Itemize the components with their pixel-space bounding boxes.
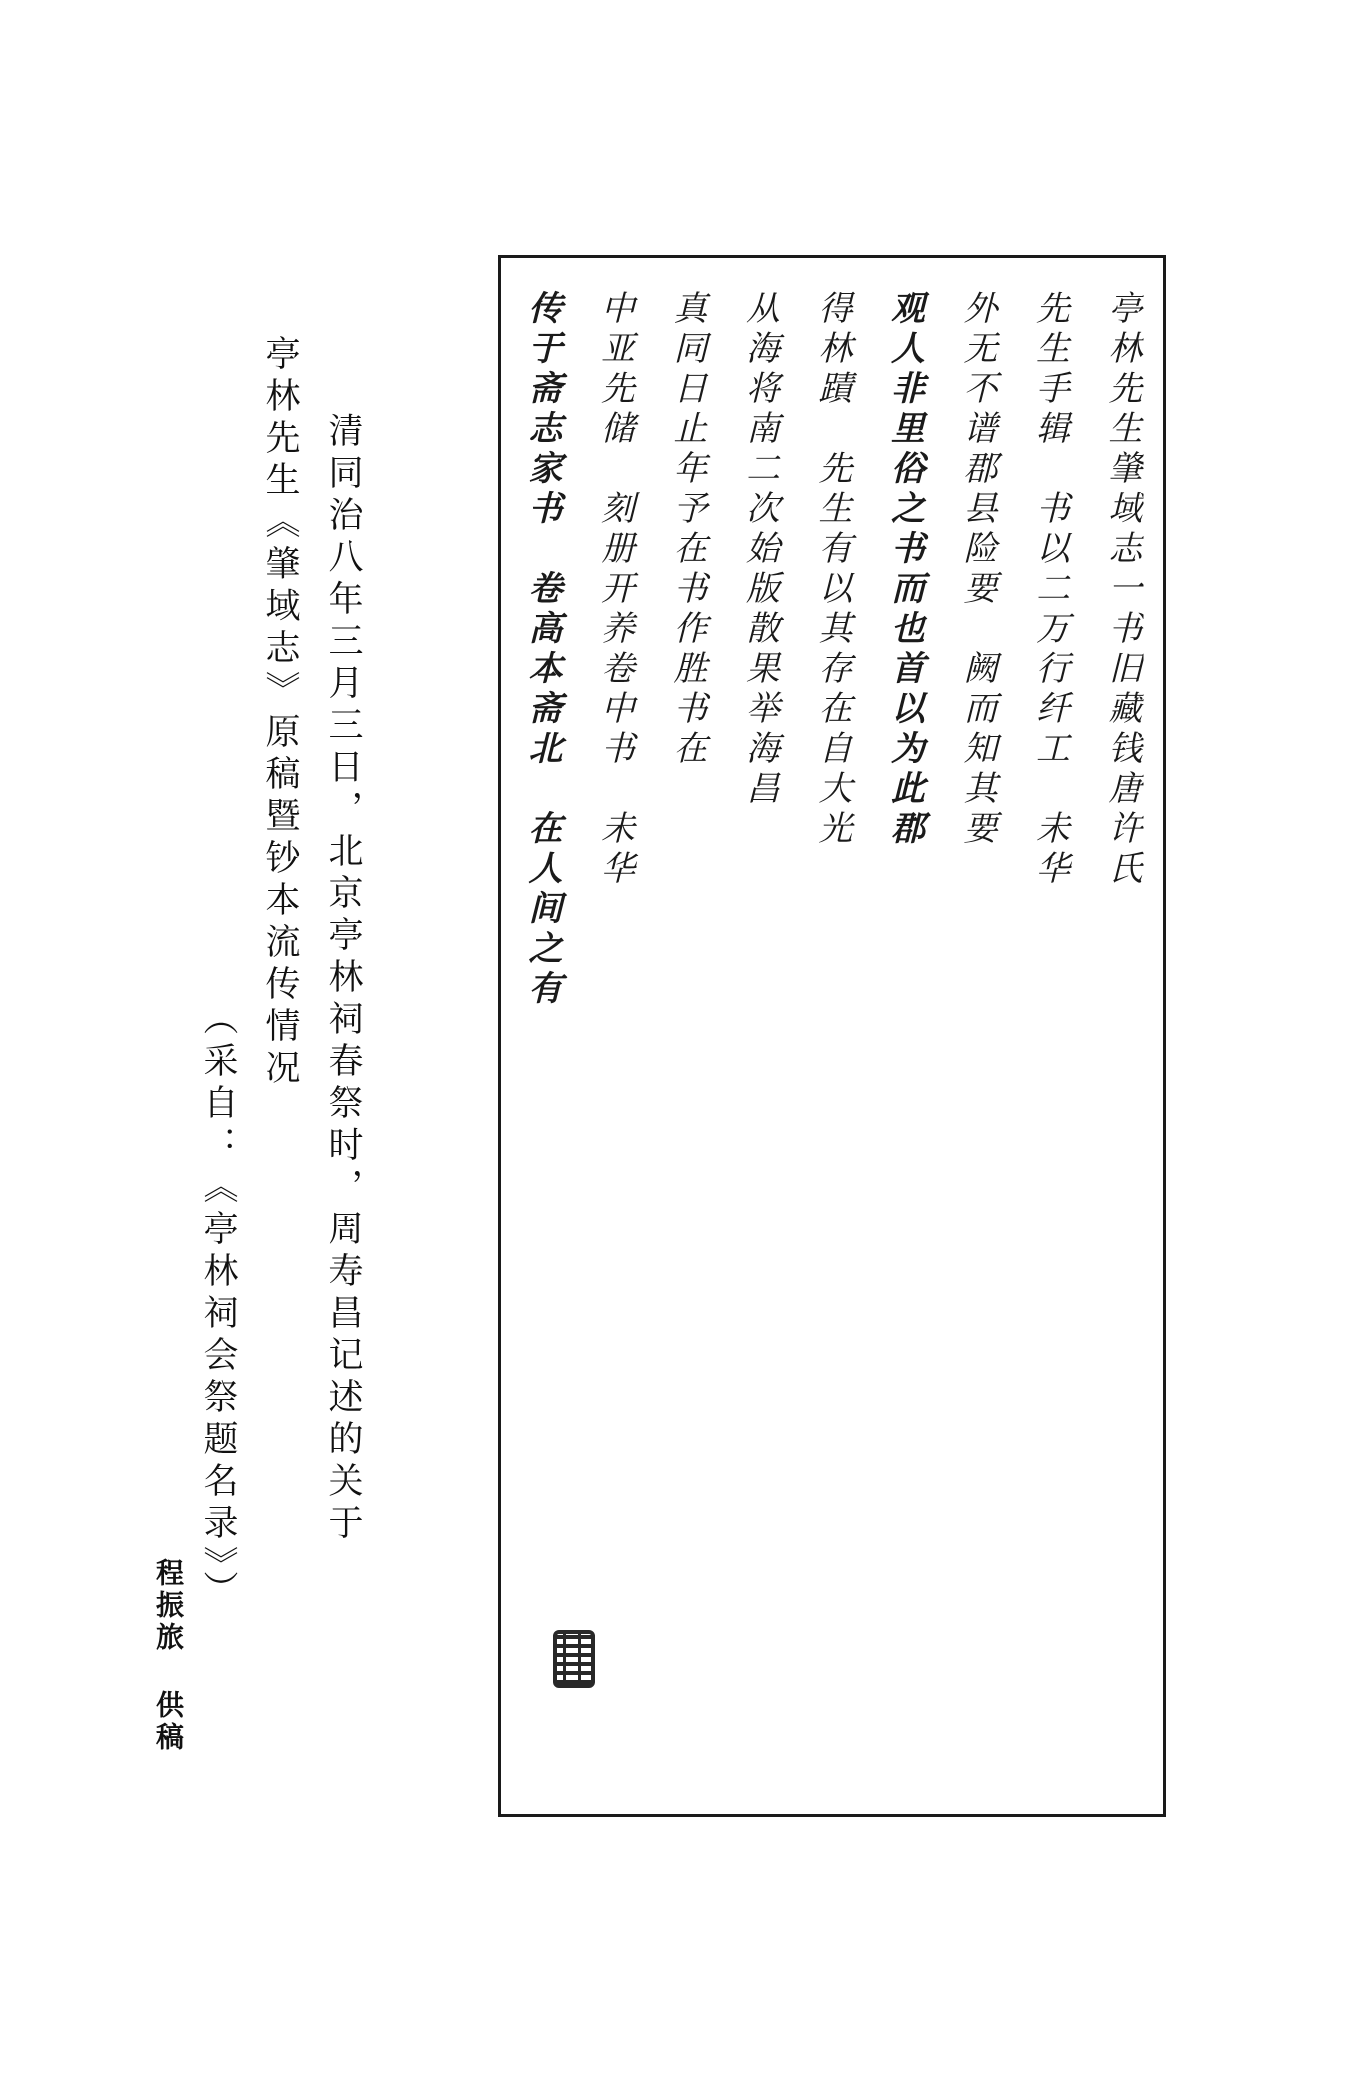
manuscript-plate: [498, 255, 1166, 1817]
manuscript-column: 得林蹟 先生有以其存在自大光: [812, 290, 852, 850]
contributor-role: 供稿: [152, 1690, 185, 1754]
manuscript-columns: [511, 268, 1153, 1804]
manuscript-column: 真同日止年予在书作胜书在: [667, 290, 707, 770]
manuscript-column: 先生手辑 书以二万行纤工 未华: [1029, 290, 1070, 890]
manuscript-column: 传于斋志家书 卷高本斋北 在人间之有: [522, 290, 562, 1010]
manuscript-column: 外无不谱郡县险要 阙而知其要: [957, 290, 997, 850]
caption-line-2: 亭林先生《肇域志》原稿暨钞本流传情况: [260, 335, 300, 1091]
manuscript-column: 从海将南二次始版散果举海昌: [739, 290, 780, 810]
manuscript-column: 亭林先生肇域志一书旧藏钱唐许氏: [1102, 290, 1142, 890]
manuscript-column: 观人非里俗之书而也首以为此郡: [884, 290, 925, 850]
caption-line-1: 清同治八年三月三日，北京亭林祠春祭时，周寿昌记述的关于: [323, 412, 363, 1546]
caption-source: （采自：《亭林祠会祭题名录》）: [198, 1000, 238, 1613]
seal-stamp-icon: [553, 1630, 595, 1688]
manuscript-column: 中亚先储 刻册开养卷中书 未华: [594, 290, 635, 890]
contributor-name: 程振旅: [152, 1558, 185, 1654]
